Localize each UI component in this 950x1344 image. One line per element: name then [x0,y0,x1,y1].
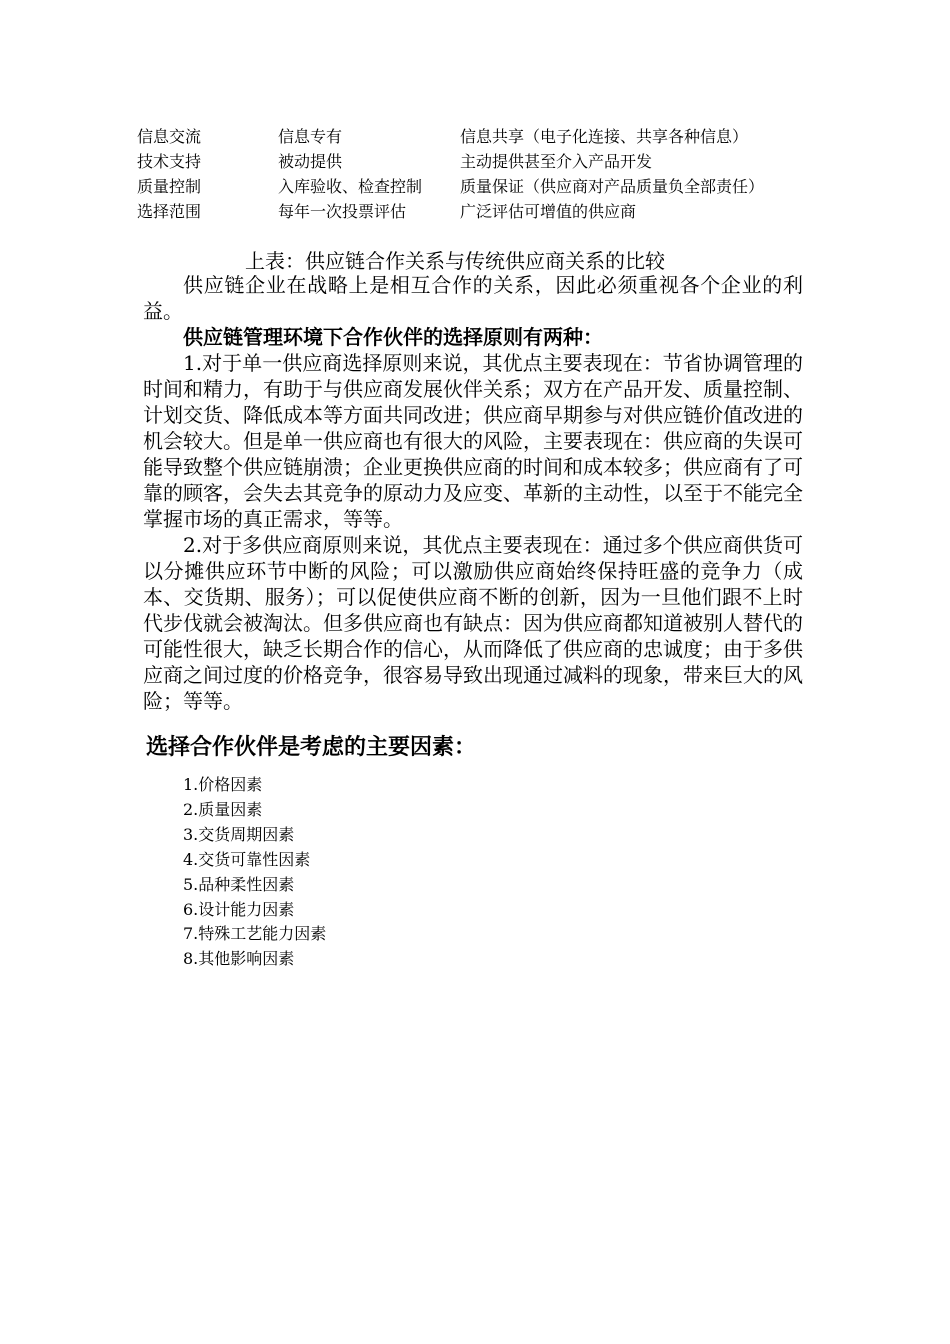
table-caption: 上表：供应链合作关系与传统供应商关系的比较 [245,249,665,273]
table-row [137,174,840,199]
list-item: 5.品种柔性因素 [183,874,295,894]
table-cell: 入库验收、检查控制 [278,177,423,196]
table-cell: 信息专有 [278,127,343,146]
table-row [137,199,840,224]
table-cell: 主动提供甚至介入产品开发 [460,152,653,171]
intro-paragraph: 供应链企业在战略上是相互合作的关系，因此必须重视各个企业的利益。 [143,273,803,323]
table-row [137,124,840,149]
table-cell: 广泛评估可增值的供应商 [460,202,637,221]
list-item: 4.交货可靠性因素 [183,849,311,869]
table-cell: 质量保证（供应商对产品质量负全部责任） [460,177,765,196]
table-cell: 技术支持 [137,152,202,171]
multi-supplier-paragraph: 2.对于多供应商原则来说，其优点主要表现在：通过多个供应商供货可以分摊供应环节中断的风险；可以激励供应商始终保持旺盛的竞争力（成本、交货期、服务）；可以促使供应商不断的创新，因为一旦他们跟不上时代步伐就会被淘汰。但多供应商也有缺点：因为供应商都知道被别人替代的可能性很大，缺乏长期合作的信心，从而降低了供应商的忠诚度；由于多供应商之间过度的价格竞争，很容易导致出现通过减料的现象，带来巨大的风险；等等。 [143,533,803,713]
table-cell: 质量控制 [137,177,202,196]
principles-heading: 供应链管理环境下合作伙伴的选择原则有两种： [183,325,603,349]
list-item: 8.其他影响因素 [183,949,295,969]
list-item: 3.交货周期因素 [183,824,295,844]
list-item: 6.设计能力因素 [183,899,295,919]
table-cell: 被动提供 [278,152,343,171]
table-row [137,149,840,174]
table-cell: 每年一次投票评估 [278,202,407,221]
list-item: 7.特殊工艺能力因素 [183,924,327,944]
factors-list [183,773,326,972]
table-cell: 选择范围 [137,202,202,221]
list-item: 2.质量因素 [183,799,263,819]
single-supplier-paragraph: 1.对于单一供应商选择原则来说，其优点主要表现在：节省协调管理的时间和精力，有助于与供应商发展伙伴关系；双方在产品开发、质量控制、计划交货、降低成本等方面共同改进；供应商早期参与对供应链价值改进的机会较大。但是单一供应商也有很大的风险，主要表现在：供应商的失误可能导致整个供应链崩溃；企业更换供应商的时间和成本较多；供应商有了可靠的顾客，会失去其竞争的原动力及应变、革新的主动性，以至于不能完全掌握市场的真正需求，等等。 [143,351,803,531]
body-text [143,272,803,714]
table-cell: 信息共享（电子化连接、共享各种信息） [460,127,749,146]
list-item: 1.价格因素 [183,775,263,794]
comparison-table [137,124,840,224]
factors-heading: 选择合作伙伴是考虑的主要因素： [146,735,477,760]
table-cell: 信息交流 [137,127,202,146]
